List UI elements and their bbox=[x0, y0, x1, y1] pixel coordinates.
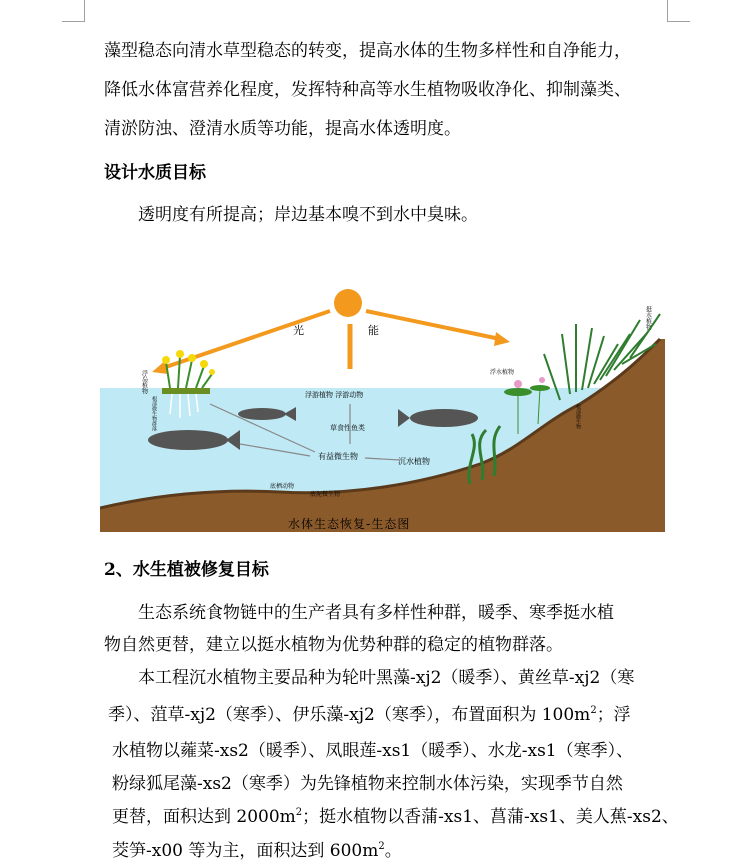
unit-superscript: 2 bbox=[378, 841, 385, 852]
crop-mark-left-h bbox=[62, 21, 85, 22]
label-root-layer: 根部微生物群落 bbox=[151, 396, 157, 431]
label-floating-island: 浮岛植物 bbox=[140, 370, 148, 394]
light-label-2: 能 bbox=[368, 324, 379, 337]
label-floating-leaf: 浮水植物 bbox=[490, 369, 515, 376]
plants-para1-line-1: 生态系统食物链中的生产者具有多样性种群，暖季、寒季挺水植 bbox=[138, 603, 614, 623]
plants-para2-line-5-end: ；挺水植物以香蒲-xs1、菖蒲-xs1、美人蕉-xs2、 bbox=[302, 807, 679, 827]
ecology-diagram bbox=[100, 284, 665, 532]
label-plankton: 浮游植物 浮游动物 bbox=[305, 391, 364, 399]
label-benthic: 底栖动物 bbox=[270, 483, 295, 490]
intro-line-2: 降低水体富营养化程度，发挥特种高等水生植物吸收净化、抑制藻类、 bbox=[104, 80, 631, 100]
figure-caption: 水体生态恢复-生态图 bbox=[288, 517, 411, 531]
plants-para2-line-4: 粉绿狐尾藻-xs2（寒季）为先锋植物来控制水体污染，实现季节自然 bbox=[112, 774, 623, 794]
plants-para2-line-6-end: 。 bbox=[384, 841, 402, 861]
plants-para2-line-5-text: 更替，面积达到 2000m bbox=[112, 807, 296, 827]
plants-para2-line-2-text: 季）、菹草-xj2（寒季）、伊乐藻-xj2（寒季），布置面积为 100m bbox=[108, 705, 591, 725]
plants-para2-line-6 bbox=[112, 836, 402, 861]
plants-para2-line-2-end: ；浮 bbox=[596, 705, 631, 725]
sun-icon bbox=[334, 289, 362, 317]
section-heading-plants: 2、水生植被修复目标 bbox=[104, 560, 269, 580]
label-root-area: 根部微生物 bbox=[575, 404, 581, 429]
section-heading-water-quality: 设计水质目标 bbox=[104, 163, 206, 183]
plants-para2-line-1: 本工程沉水植物主要品种为轮叶黑藻-xj2（暖季）、黄丝草-xj2（寒 bbox=[138, 668, 635, 688]
plants-para1-line-2: 物自然更替，建立以挺水植物为优势种群的稳定的植物群落。 bbox=[104, 635, 563, 655]
plants-para2-line-2 bbox=[108, 700, 631, 725]
label-bottom: 底泥微生物 bbox=[310, 491, 341, 498]
label-submerged: 沉水植物 bbox=[398, 457, 430, 466]
unit-superscript: 2 bbox=[295, 807, 303, 818]
intro-line-3: 清淤防浊、澄清水质等功能，提高水体透明度。 bbox=[104, 119, 461, 139]
water-quality-text: 透明度有所提高；岸边基本嗅不到水中臭味。 bbox=[138, 205, 478, 225]
plants-para2-line-5 bbox=[112, 802, 679, 827]
plants-para2-line-6-text: 茭笋-x00 等为主，面积达到 600m bbox=[112, 841, 379, 861]
unit-superscript: 2 bbox=[590, 705, 597, 716]
crop-mark-right bbox=[667, 0, 668, 22]
intro-line-1: 藻型稳态向清水草型稳态的转变，提高水体的生物多样性和自净能力， bbox=[104, 41, 631, 61]
crop-mark-left bbox=[84, 0, 85, 22]
crop-mark-right-h bbox=[667, 21, 690, 22]
label-microbe: 有益微生物 bbox=[318, 452, 358, 461]
label-herbivore: 草食性鱼类 bbox=[330, 424, 365, 432]
label-emergent: 挺水植物 bbox=[644, 306, 652, 330]
plants-para2-line-3: 水植物以蕹菜-xs2（暖季）、凤眼莲-xs1（暖季）、水龙-xs1（寒季）、 bbox=[112, 741, 634, 761]
light-label-1: 光 bbox=[293, 324, 304, 337]
